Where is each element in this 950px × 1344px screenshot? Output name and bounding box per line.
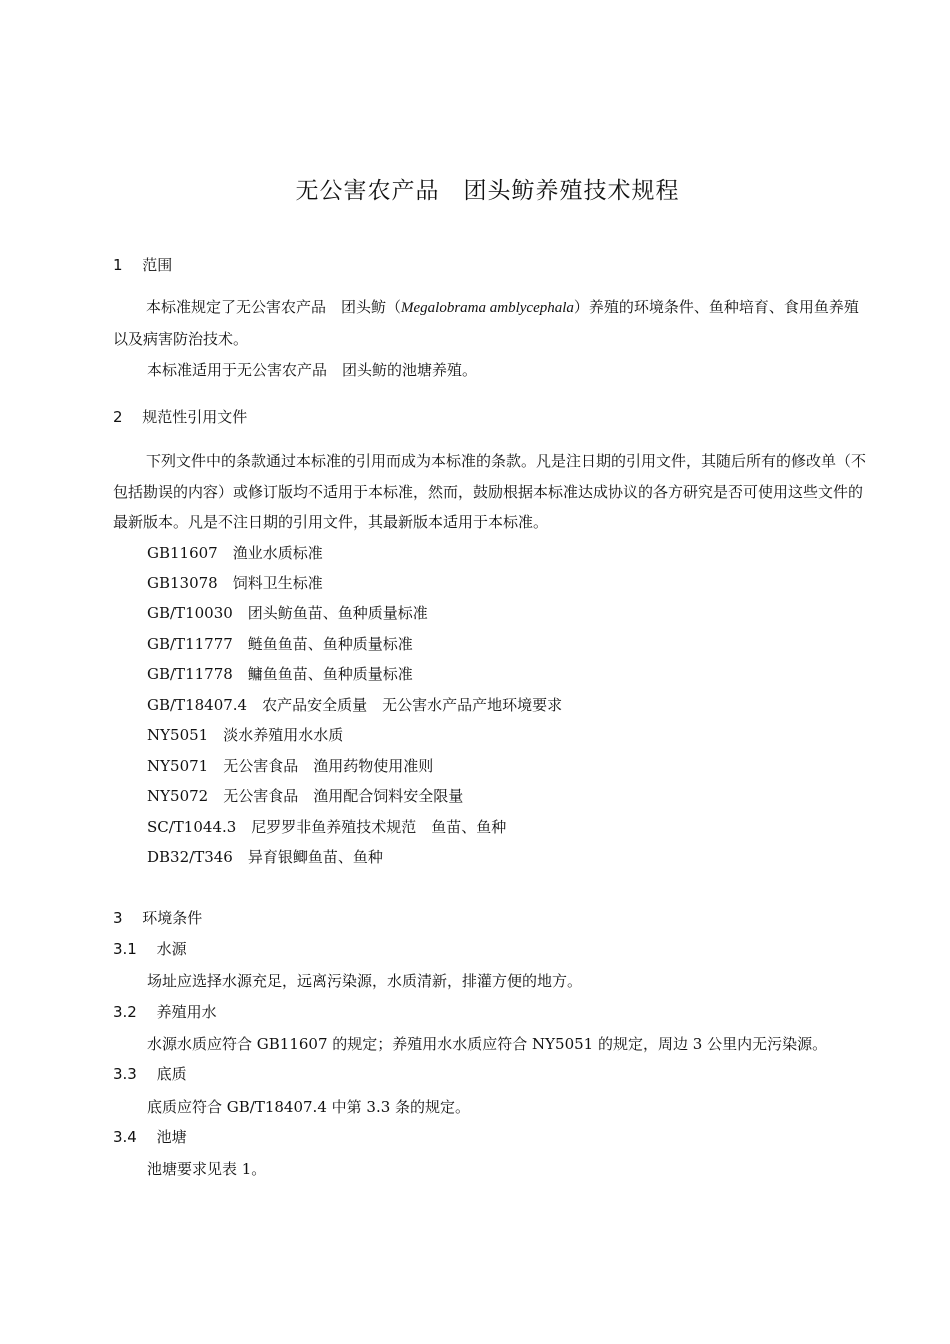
reference-item: GB/T18407.4 农产品安全质量 无公害水产品产地环境要求 (147, 696, 563, 714)
section-2-heading: 2 规范性引用文件 (113, 408, 248, 426)
section-2-paragraph (113, 446, 873, 538)
section-3-heading: 3 环境条件 (113, 909, 203, 927)
section-1-text-b: ）养殖的环境条件、鱼种培育、食用鱼养殖以及病害防治技术。 (113, 298, 859, 348)
section-1-text-a: 本标准规定了无公害农产品 团头鲂（ (146, 298, 402, 316)
reference-item: DB32/T346 异育银鲫鱼苗、鱼种 (147, 848, 383, 866)
reference-item: SC/T1044.3 尼罗罗非鱼养殖技术规范 鱼苗、鱼种 (147, 818, 507, 836)
reference-item: GB/T11778 鳙鱼鱼苗、鱼种质量标准 (147, 665, 413, 683)
subsection-3-4-text: 池塘要求见表 1。 (147, 1160, 267, 1178)
reference-item: GB11607 渔业水质标准 (147, 544, 323, 562)
species-latin-name: Megalobrama amblycephala (401, 300, 574, 316)
reference-item: GB13078 饲料卫生标准 (147, 574, 323, 592)
reference-item: GB/T10030 团头鲂鱼苗、鱼种质量标准 (147, 604, 428, 622)
subsection-3-2-heading: 3.2 养殖用水 (113, 1003, 217, 1021)
reference-item: GB/T11777 鲢鱼鱼苗、鱼种质量标准 (147, 635, 413, 653)
subsection-3-3-heading: 3.3 底质 (113, 1065, 187, 1083)
subsection-3-2-text: 水源水质应符合 GB11607 的规定；养殖用水水质应符合 NY5051 的规定，周边 3 公里内无污染源。 (147, 1035, 828, 1053)
reference-item: NY5051 淡水养殖用水水质 (147, 726, 344, 744)
subsection-3-4-heading: 3.4 池塘 (113, 1128, 187, 1146)
subsection-3-3-text: 底质应符合 GB/T18407.4 中第 3.3 条的规定。 (147, 1098, 471, 1116)
document-title: 无公害农产品 团头鲂养殖技术规程 (295, 178, 680, 204)
section-2-text: 下列文件中的条款通过本标准的引用而成为本标准的条款。凡是注日期的引用文件，其随后所有的修改单（不包括勘误的内容）或修订版均不适用于本标准，然而，鼓励根据本标准达成协议的各方研究是否可使用这些文件的最新版本。凡是不注日期的引用文件，其最新版本适用于本标准。 (113, 452, 867, 531)
subsection-3-1-text: 场址应选择水源充足，远离污染源，水质清新，排灌方便的地方。 (147, 972, 583, 990)
section-1-paragraph-1 (113, 292, 873, 354)
reference-item: NY5072 无公害食品 渔用配合饲料安全限量 (147, 787, 464, 805)
reference-item: NY5071 无公害食品 渔用药物使用准则 (147, 757, 434, 775)
section-1-heading: 1 范围 (113, 256, 173, 274)
section-1-paragraph-2: 本标准适用于无公害农产品 团头鲂的池塘养殖。 (147, 361, 478, 379)
subsection-3-1-heading: 3.1 水源 (113, 940, 187, 958)
